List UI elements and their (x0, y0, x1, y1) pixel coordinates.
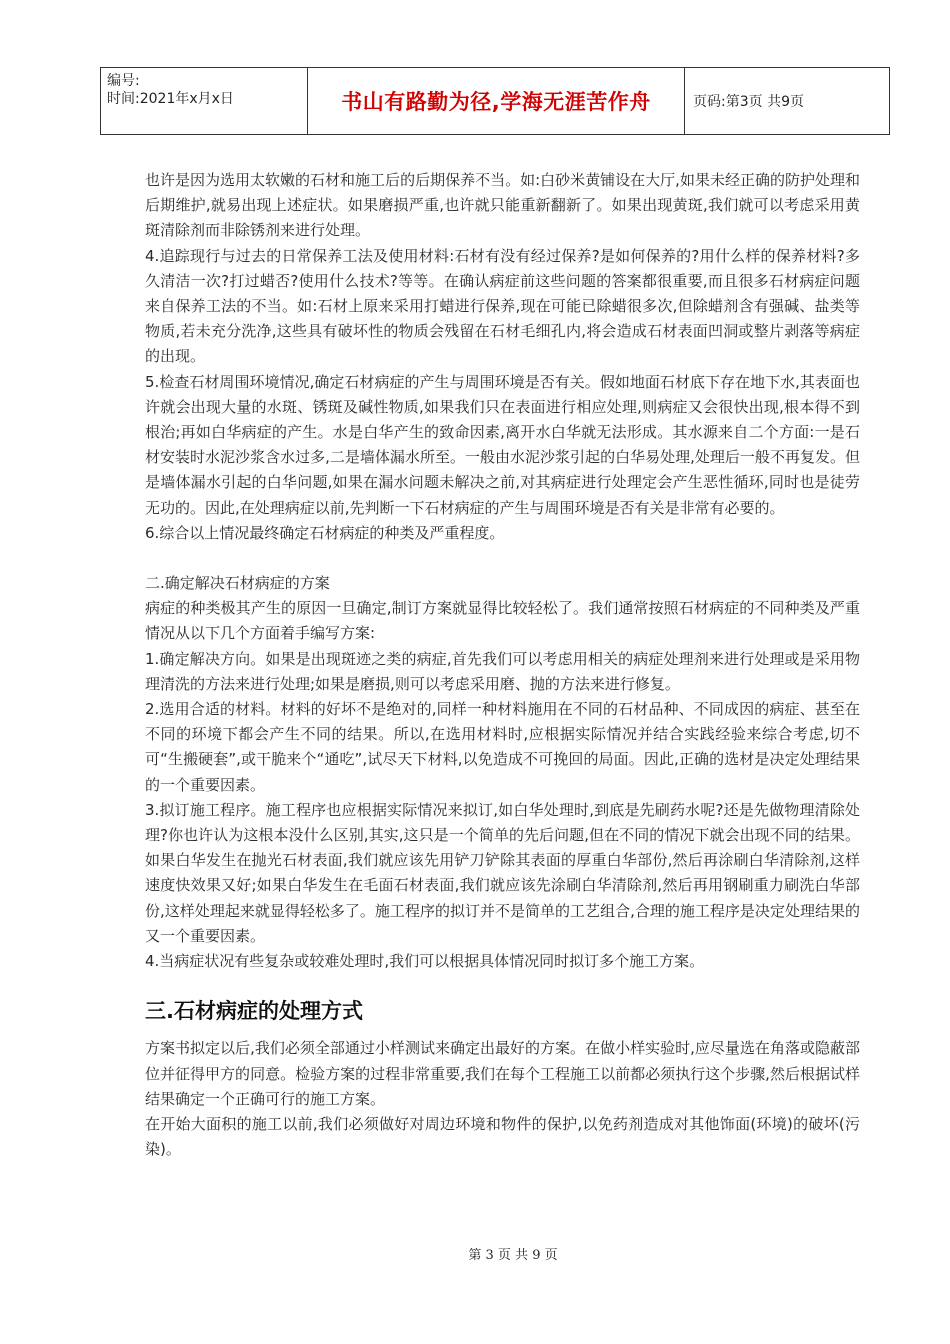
paragraph: 5.检查石材周围环境情况,确定石材病症的产生与周围环境是否有关。假如地面石材底下存在地下水,其表面也许就会出现大量的水斑、锈斑及碱性物质,如果我们只在表面进行相应处理,则病症又会很快出现,根本得不到根治;再如白华病症的产生。水是白华产生的致命因素,离开水白华就无法形成。其水源来自二个方面:一是石材安装时水泥沙浆含水过多,二是墙体漏水所至。一般由水泥沙浆引起的白华易处理,处理后一般不再复发。但是墙体漏水引起的白华问题,如果在漏水问题未解决之前,对其病症进行处理定会产生恶性循环,同时也是徒劳无功的。因此,在处理病症以前,先判断一下石材病症的产生与周围环境是否有关是非常有必要的。 (145, 372, 860, 517)
number-label: 编号: (107, 73, 140, 89)
section-heading-3: 三.石材病症的处理方式 (145, 999, 363, 1024)
header-motto: 书山有路勤为径,学海无涯苦作舟 (341, 90, 651, 114)
page-footer (0, 1244, 950, 1263)
paragraph: 4.追踪现行与过去的日常保养工法及使用材料:石材有没有经过保养?是如何保养的?用什么样的保养材料?多久清洁一次?打过蜡否?使用什么技术?等等。在确认病症前这些问题的答案都很重要,而且很多石材病症问题来自保养工法的不当。如:石材上原来采用打蜡进行保养,现在可能已除蜡很多次,但除蜡剂含有强碱、盐类等物质,若未充分洗净,这些具有破坏性的物质会残留在石材毛细孔内,将会造成石材表面凹洞或整片剥落等病症的出现。 (145, 246, 860, 366)
paragraph: 在开始大面积的施工以前,我们必须做好对周边环境和物件的保护,以免药剂造成对其他饰面(环境)的破坏(污染)。 (145, 1114, 860, 1159)
header-meta (101, 68, 308, 135)
time-label: 时间:2021年x月x日 (107, 91, 234, 107)
paragraph: 也许是因为选用太软嫩的石材和施工后的后期保养不当。如:白砂米黄铺设在大厅,如果未经正确的防护处理和后期维护,就易出现上述症状。如果磨损严重,也许就只能重新翻新了。如果出现黄斑,我们就可以考虑采用黄斑清除剂而非除锈剂来进行处理。 (145, 171, 860, 240)
paragraph: 6.综合以上情况最终确定石材病症的种类及严重程度。 (145, 523, 505, 542)
spacer (145, 546, 860, 571)
section-heading-2: 二.确定解决石材病症的方案 (145, 574, 330, 593)
paragraph: 3.拟订施工程序。施工程序也应根据实际情况来拟订,如白华处理时,到底是先刷药水呢?还是先做物理清除处理?你也许认为这根本没什么区别,其实,这只是一个简单的先后问题,但在不同的情况下就会出现不同的结果。如果白华发生在抛光石材表面,我们就应该先用铲刀铲除其表面的厚重白华部份,然后再涂刷白华清除剂,这样速度快效果又好;如果白华发生在毛面石材表面,我们就应该先涂刷白华清除剂,然后再用钢刷重力刷洗白华部份,这样处理起来就显得轻松多了。施工程序的拟订并不是简单的工艺组合,合理的施工程序是决定处理结果的又一个重要因素。 (145, 800, 860, 945)
header-page-label: 页码:第3页 共9页 (685, 68, 890, 135)
document-body (145, 168, 860, 1162)
paragraph: 病症的种类极其产生的原因一旦确定,制订方案就显得比较轻松了。我们通常按照石材病症的不同种类及严重情况从以下几个方面着手编写方案: (145, 599, 860, 643)
footer-page-number: 第 3 页 共 9 页 (468, 1248, 558, 1263)
paragraph: 4.当病症状况有些复杂或较难处理时,我们可以根据具体情况同时拟订多个施工方案。 (145, 952, 705, 971)
paragraph: 方案书拟定以后,我们必须全部通过小样测试来确定出最好的方案。在做小样实验时,应尽量选在角落或隐蔽部位并征得甲方的同意。检验方案的过程非常重要,我们在每个工程施工以前都必须执行这个步骤,然后根据试样结果确定一个正确可行的施工方案。 (145, 1039, 860, 1108)
header-motto-cell (308, 68, 685, 135)
paragraph: 2.选用合适的材料。材料的好坏不是绝对的,同样一种材料施用在不同的石材品种、不同成因的病症、甚至在不同的环境下都会产生不同的结果。所以,在选用材料时,应根据实际情况并结合实践经验来综合考虑,切不可“生搬硬套”,或干脆来个“通吃”,试尽天下材料,以免造成不可挽回的局面。因此,正确的选材是决定处理结果的一个重要因素。 (145, 700, 860, 794)
paragraph: 1.确定解决方向。如果是出现斑迹之类的病症,首先我们可以考虑用相关的病症处理剂来进行处理或是采用物理清洗的方法来进行处理;如果是磨损,则可以考虑采用磨、抛的方法来进行修复。 (145, 649, 860, 693)
document-header (100, 67, 890, 135)
